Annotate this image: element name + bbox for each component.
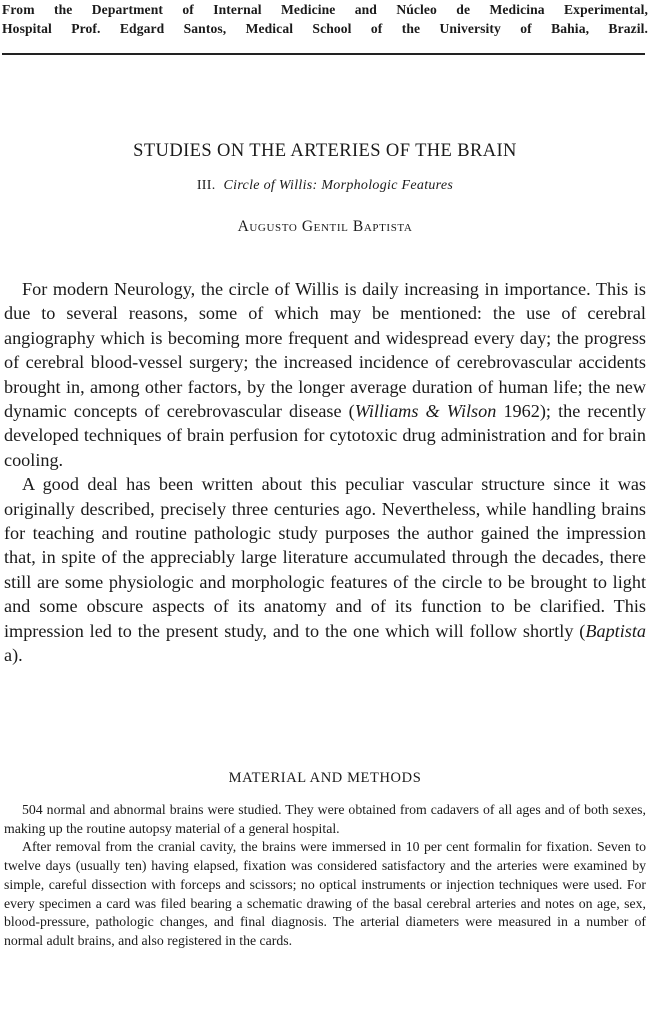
methods-paragraph-2: After removal from the cranial cavity, the brains were immersed in 10 per cent formalin for fixation. Seven to twelve days (usually ten) having elapsed, fixation was considered satisfactory and the arteries were examined by simple, careful dissection with forceps and scissors; no optical instruments or injection techniques were used. For every specimen a card was filed bearing a schematic drawing of the basal cerebral arteries and notes on age, sex, blood-pressure, pathologic changes, and final diagnosis. The arterial diameters were measured in a number of normal adult brains, and also registered in the cards. [4, 839, 646, 948]
citation-williams-wilson: Williams & Wilson [354, 401, 497, 422]
methods-section [4, 801, 646, 951]
author-name: Augusto Gentil Baptista [237, 218, 413, 235]
intro-paragraph-1 [4, 277, 646, 472]
part-number: III. [196, 178, 216, 193]
affiliation-line-1: From the Department of Internal Medicine and Núcleo de Medicina Experimental, [2, 2, 648, 17]
introduction [4, 277, 646, 668]
article-title: STUDIES ON THE ARTERIES OF THE BRAIN [133, 141, 517, 161]
section-heading-methods: MATERIAL AND METHODS [228, 770, 422, 786]
article-subtitle [0, 176, 650, 196]
intro-p2-text-a: A good deal has been written about this peculiar vascular structure since it was originally described, precisely three centuries ago. Nevertheless, while handling brains for teaching and routine pathologic study purposes the author gained the impression that, in spite of the appreciably large literature accumulated through the decades, there still are some physiologic and morphologic features of the circle to be brought to light and some obscure aspects of its anatomy and of its function to be clarified. This impression led to the present study, and to the one which will follow shortly ( [4, 474, 646, 641]
header-divider [2, 53, 645, 55]
citation-baptista: Baptista [585, 620, 646, 641]
intro-p2-text-b: a). [4, 645, 23, 666]
intro-p1-text-a: For modern Neurology, the circle of Willis is daily increasing in importance. This is due to several reasons, some of which may be mentioned: the use of cerebral angiography which is becoming more frequent and widespread every day; the progress of cerebral blood-vessel surgery; the increased incidence of cerebrovascular accidents brought in, among other factors, by the longer average duration of human life; the new dynamic concepts of cerebrovascular disease ( [4, 279, 646, 422]
intro-paragraph-2 [4, 472, 646, 667]
methods-paragraph-1: 504 normal and abnormal brains were studied. They were obtained from cadavers of all ages and of both sexes, making up the routine autopsy material of a general hospital. [4, 802, 646, 836]
affiliation-header [2, 0, 648, 38]
intro-p1-text-b: 1962); the recently developed techniques of brain perfusion for cytotoxic drug administration and for brain cooling. [4, 401, 646, 470]
subtitle-text: Circle of Willis: Morphologic Features [223, 178, 454, 193]
affiliation-line-2: Hospital Prof. Edgard Santos, Medical School of the University of Bahia, Brazil. [2, 21, 648, 36]
